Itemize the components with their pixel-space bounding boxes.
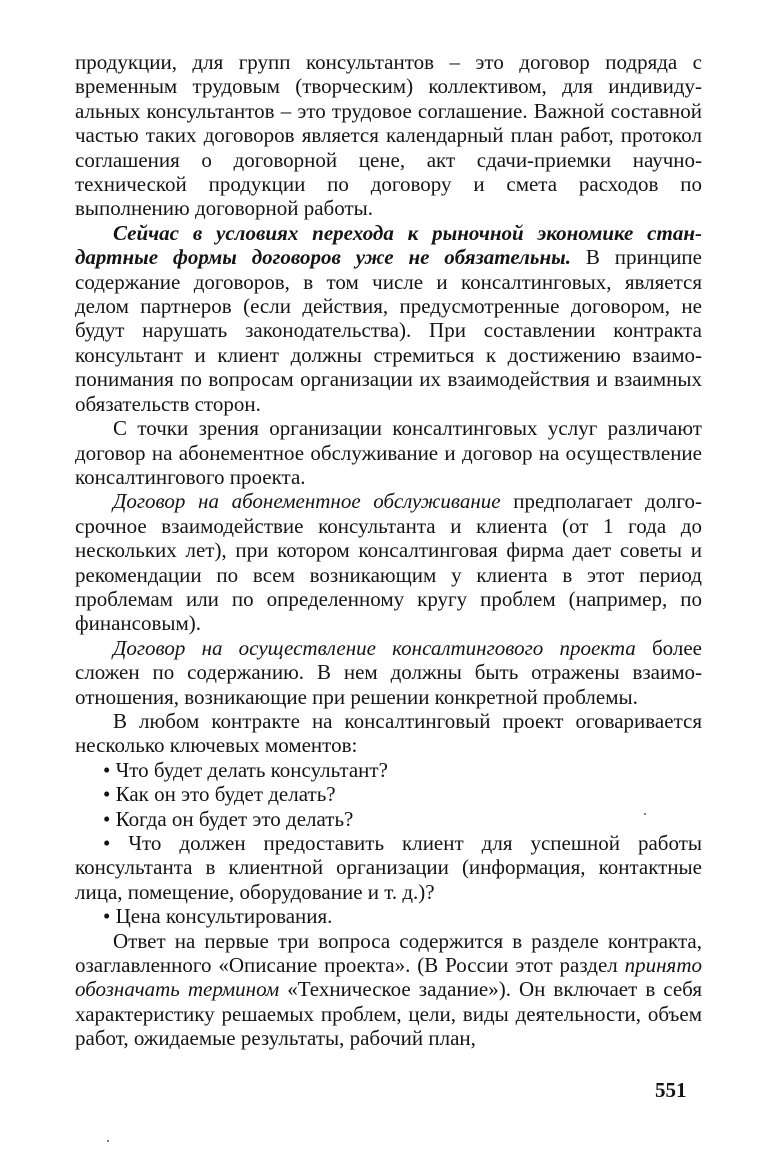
paragraph-4 [75,489,702,635]
bullet-item-3 [75,807,702,831]
paragraph-4-lead: Договор на абонементное обслуживание [113,489,501,514]
scan-speck [107,1140,109,1142]
bullet-item-1 [75,758,702,782]
paragraph-4-text: предполагает долгосрочное взаимодействие консультанта и клиента (от 1 года до нескольких лет), при котором консалтинговая фирма дает советы и рекомендации по всем возникающим у клиента в этот период проблемам или по определенному кругу проблем (например, по финансовым). [75,489,703,636]
scan-speck [644,813,646,815]
bullet-item-2 [75,782,702,806]
paragraph-5 [75,636,702,709]
paragraph-7 [75,929,702,1051]
paragraph-2-lead: Сейчас в условиях перехода к рыночной экономике стандартные формы договоров уже не обязательны. [75,220,702,270]
bullet-item-1-text: • Что будет делать консультант? [103,757,388,782]
bullet-item-3-text: • Когда он будет это делать? [103,806,354,831]
paragraph-5-lead: Договор на осуществление консалтингового проекта [113,635,636,660]
paragraph-5-text: более сложен по содержанию. В нем должны быть отражены взаимоотношения, возникающие при решении конкретной проблемы. [75,635,702,709]
bullet-item-5 [75,904,702,928]
paragraph-3-text: С точки зрения организации консалтинговых услуг различают договор на абонементное обслуживание и договор на осуществление консалтингового проекта. [75,416,702,489]
paragraph-2 [75,221,702,416]
bullet-item-4-text: • Что должен предоставить клиент для успешной работы консультанта в клиентной организации (информация, контактные лица, помещение, оборудование и т. д.)? [75,831,702,904]
paragraph-7-text-after: «Техническое задание»). Он включает в себя характеристику решаемых проблем, цели, виды деятельности, объем работ, ожидаемые результаты, рабочий план, [75,977,703,1051]
page-number: 551 [655,1078,687,1102]
paragraph-6 [75,709,702,758]
paragraph-7-italic: принято обозначать термином [75,953,702,1002]
bullet-item-5-text: • Цена консультирования. [103,904,333,929]
paragraph-3 [75,416,702,489]
page-body [75,50,702,1051]
paragraph-7-text-before: Ответ на первые три вопроса содержится в разделе контракта, озаглавленного «Описание проекта». (В России этот раздел [75,928,702,978]
bullet-item-2-text: • Как он это будет делать? [103,782,336,807]
paragraph-1-text: продукции, для групп консультантов – это договор подряда с временным трудовым (творческим) коллективом, для индивидуальных консультантов – это трудовое соглашение. Важной составной частью таких договоров является календарный план работ, протокол соглашения о договорной цене, акт сдачи-приемки научно-технической продукции по договору и смета расходов по выполнению договорной работы. [75,50,702,221]
paragraph-1 [75,50,702,221]
paragraph-2-text: В принципе содержание договоров, в том числе и консалтинговых, является делом партнеров (если действия, предусмотренные договором, не будут нарушать законодательства). При составлении контракта консультант и клиент должны стремиться к достижению взаимопонимания по вопросам организации их взаимодействия и взаимных обязательств сторон. [75,245,702,416]
paragraph-6-text: В любом контракте на консалтинговый проект оговаривается несколько ключевых моментов: [75,708,702,758]
bullet-item-4 [75,831,702,904]
